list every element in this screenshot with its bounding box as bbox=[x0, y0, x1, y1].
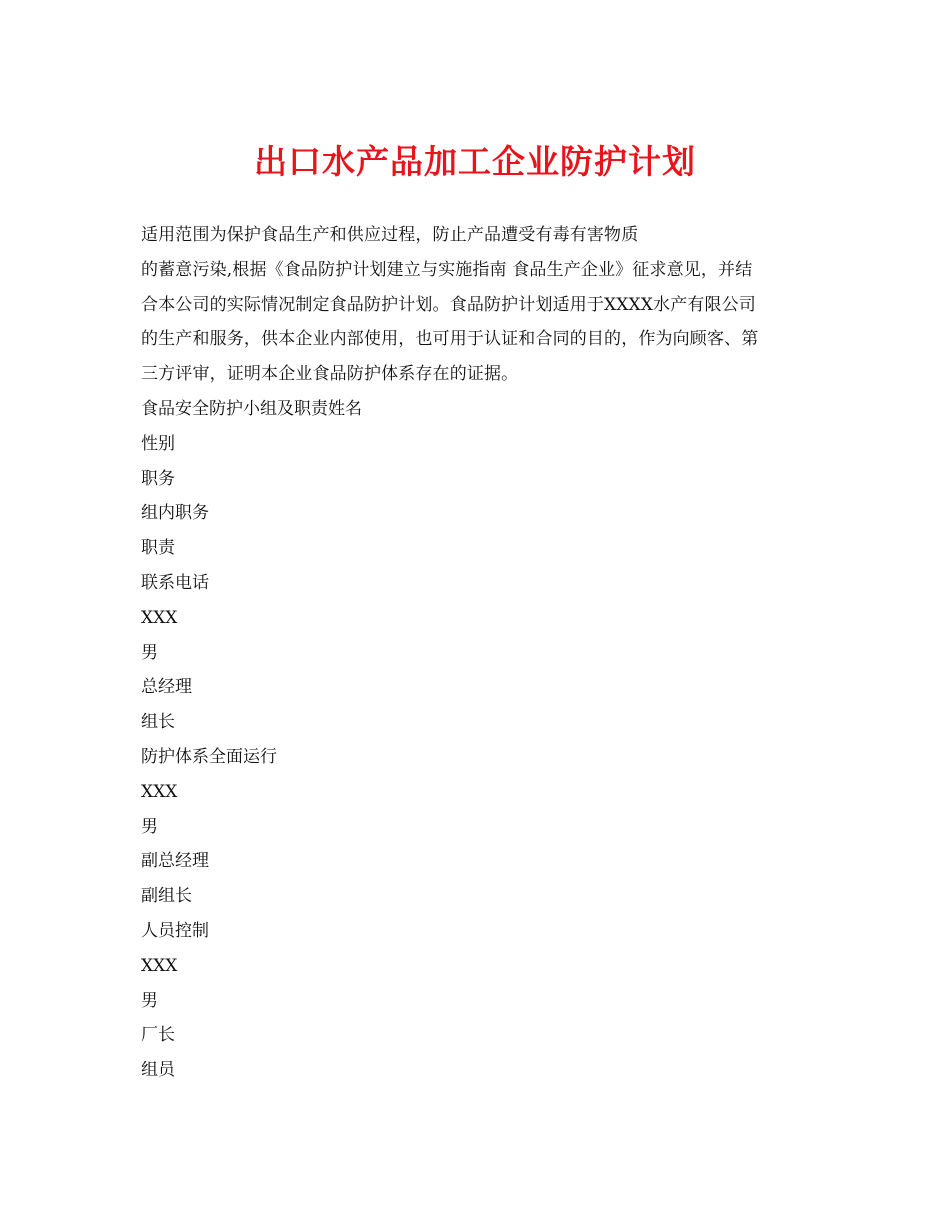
intro-paragraph-line: 三方评审，证明本企业食品防护体系存在的证据。 bbox=[141, 364, 519, 385]
table-header-group-role: 组内职务 bbox=[141, 503, 209, 524]
table-cell-name: XXX bbox=[141, 955, 178, 976]
table-cell-position: 厂长 bbox=[141, 1025, 175, 1046]
table-cell-position: 总经理 bbox=[141, 677, 192, 698]
table-cell-gender: 男 bbox=[141, 816, 158, 837]
intro-paragraph-line: 适用范围为保护食品生产和供应过程，防止产品遭受有毒有害物质 bbox=[141, 225, 639, 245]
table-cell-group-role: 副组长 bbox=[141, 886, 192, 907]
document-title: 出口水产品加工企业防护计划 bbox=[254, 142, 696, 181]
table-cell-name: XXX bbox=[141, 607, 178, 628]
intro-paragraph-line: 合本公司的实际情况制定食品防护计划。食品防护计划适用于XXXX水产有限公司 bbox=[141, 294, 756, 315]
table-cell-gender: 男 bbox=[141, 642, 158, 663]
table-caption: 食品安全防护小组及职责姓名 bbox=[141, 398, 362, 419]
intro-paragraph-line: 的生产和服务，供本企业内部使用，也可用于认证和合同的目的，作为向顾客、第 bbox=[141, 329, 759, 350]
table-cell-duty: 人员控制 bbox=[141, 920, 209, 941]
table-cell-name: XXX bbox=[141, 781, 178, 802]
table-header-position: 职务 bbox=[141, 468, 175, 489]
table-cell-group-role: 组长 bbox=[141, 712, 175, 733]
intro-paragraph-line: 的蓄意污染,根据《食品防护计划建立与实施指南 食品生产企业》征求意见，并结 bbox=[141, 259, 753, 280]
table-header-gender: 性别 bbox=[141, 433, 175, 454]
table-cell-duty: 防护体系全面运行 bbox=[141, 746, 277, 767]
table-header-duty: 职责 bbox=[141, 538, 175, 559]
table-cell-gender: 男 bbox=[141, 990, 158, 1011]
table-cell-position: 副总经理 bbox=[141, 851, 209, 872]
table-cell-group-role: 组员 bbox=[141, 1060, 175, 1081]
document-body bbox=[141, 218, 813, 1088]
table-header-phone: 联系电话 bbox=[141, 572, 209, 593]
